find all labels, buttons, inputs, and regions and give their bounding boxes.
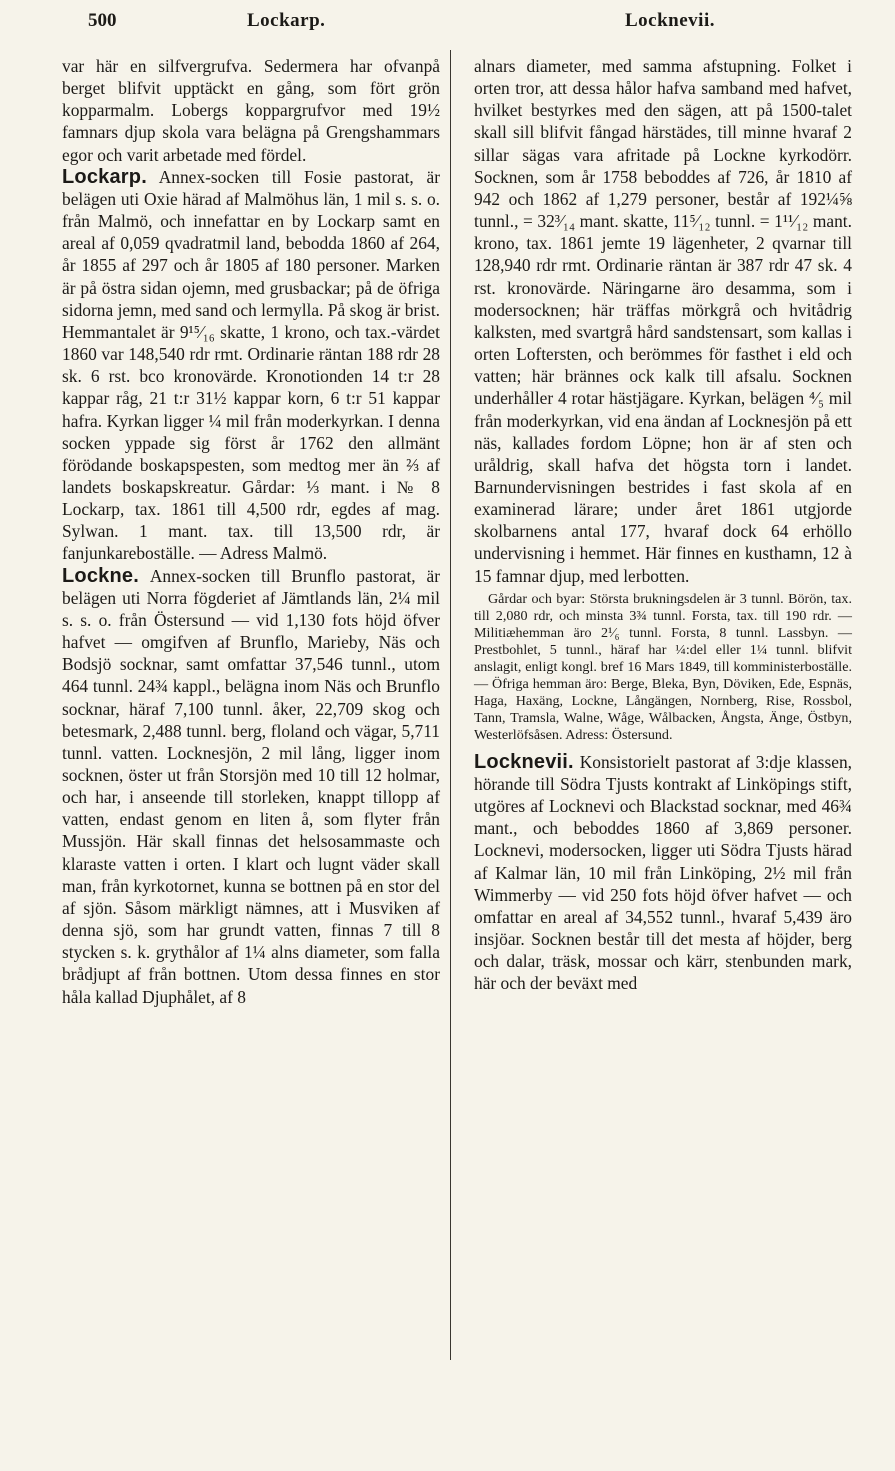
page-number: 500 [88,10,117,31]
lockarp-text: Annex-socken till Fosie pastorat, är belägen uti Oxie härad af Malmöhus län, 1 mil s. s. o. från Malmö, och innefattar en by Lockarp samt en areal af 0,059 qvadratmil land, bebodda 1860 af 264, år 1855 af 297 och år 1805 af 180 personer. Marken är på östra sidan ojemn, med grusbackar; på de öfriga sidorna jemn, med sand och lermylla. På skog är brist. Hemmantalet är 9¹⁵⁄₁₆ skatte, 1 krono, och tax.-värdet 1860 var 148,540 rdr rmt. Ordinarie räntan 188 rdr 28 sk. 6 rst. bco kronovärde. Kronotionden 14 t:r 28 kappar råg, 21 t:r 31½ kappar korn, 6 t:r 51 kappar hafra. Kyrkan ligger ¼ mil från moderkyrkan. I denna socken yppade sig först år 1762 den allmänt förödande boskapspesten, som medtog mer än ⅔ af landets boskapskreatur. Gårdar: ⅓ mant. i № 8 Lockarp, tax. 1861 till 4,500 rdr, egdes af mag. Sylwan. 1 mant. tax. till 13,500 rdr, är fanjunkareboställe. — Adress Malmö. [62,166,440,564]
lockne-continuation: alnars diameter, med samma afstupning. Folket i orten tror, att dessa hålor hafva samband med hafvet, hvilket bestyrkes med den sägen, att på 1500-talet skall sill blifvit fångad härstädes, till minne hvaraf 2 sillar sägas vara afritade på Lockne kyrkodörr. Socknen, som år 1758 beboddes af 726, år 1810 af 942 och 1862 af 1,279 personer, består af 192¼⅝ tunnl., = 32³⁄₁₄ mant. skatte, 11⁵⁄₁₂ tunnl. = 1¹¹⁄₁₂ mant. krono, tax. 1861 jemte 19 lägenheter, 2 qvarnar till 128,940 rdr rmt. Ordinarie räntan är 387 rdr 47 sk. 4 rst. kronovärde. Näringarne äro desamma, som i modersocknen; här träffas mörkgrå och hvitådrig kalksten, med svartgrå hård sandstensart, som kallas i orten Loftersten, och berömmes för fasthet i eld och vatten; här brännes ock kalk till afsalu. Socknen underhåller 4 rotar hästjägare. Kyrkan, belägen ⁴⁄₅ mil från moderkyrkan, vid ena ändan af Locknesjön på ett näs, kallades fordom Löpne; hon är af sten och uråldrig, skall hafva det högsta torn i landet. Barnundervisningen bestrides i fast skola af en examinerad lärare; under året 1861 utgjorde skolbarnens antal 177, hvaraf dock 64 erhöllo undervisning i hemmet. Här finnes en kusthamn, 12 à 15 famnar djup, med lerbotten. [474,56,852,586]
intro-paragraph: var här en silfvergrufva. Sedermera har ofvanpå berget blifvit upptäckt en gång, som fört grön kopparmalm. Lobergs koppargrufvor med 19½ famnars djup skola vara belägna på Grengshammars egor och varit arbetade med fördel. [62,56,440,165]
gardar-och-byar: Gårdar och byar: Största brukningsdelen är 3 tunnl. Börön, tax. till 2,080 rdr, och minsta 3¾ tunnl. Forsta, tax. till 190 rdr. — Militiæhemman äro 2¹⁄₆ tunnl. Forsta, 8 tunnl. Lassbyn. — Prestbohlet, 5 tunnl., häraf har ¼:del eller 1¼ tunnl. blifvit anslagit, enligt kongl. bref 16 Mars 1849, till komministerboställe. — Öfriga hemman äro: Berge, Bleka, Byn, Döviken, Ede, Espnäs, Haga, Haxäng, Lockne, Långängen, Nornberg, Rise, Rossbol, Tann, Tramsla, Walne, Wåge, Wålbacken, Ångsta, Änge, Östbyn, Westerlöfsåsen. Adress: Östersund. [474,590,852,743]
locknevi-entry [474,751,852,995]
right-column [474,55,852,994]
page-header [0,8,895,38]
lockne-headword: Locknе. [62,564,139,587]
lockne-entry [62,565,440,1008]
lockarp-entry [62,166,440,565]
right-running-title: Locknevii. [625,10,715,31]
lockne-text: Annex-socken till Brunflo pastorat, är belägen uti Norra fögderiet af Jämtlands län, 2¼ mil s. s. o. från Östersund — vid 1,130 fots höjd öfver hafvet — omgifven af Brunflo, Marieby, Näs och Bodsjö socknar, samt omfattar 37,546 tunnl., utom 464 tunnl. 24¾ kappl., belägna inom Näs och Brunflo socknar, häraf 7,100 tunnl. åker, 22,709 skog och betesmark, 2,488 tunnl. berg, floland och vägar, 5,711 tunnl. vatten. Locknesjön, 2 mil lång, ligger inom socknen, öster ut från Storsjön med 10 till 12 holmar, och har, i anseende till storleken, knappt tillopp af vatten, endast genom en liten å, som flyter från Mussjön. Här skall finnas det helsosammaste och klaraste vatten i orten. I klart och lugnt väder skall man, från kyrkotornet, kunna se bottnen på en stor del af sjön. Såsom märkligt nämnes, att i Musviken af denna sjö, som har grundt vatten, finnas 7 till 8 stycken s. k. grythålor af 1¼ alns diameter, som falla brådjupt af från bottnen. Utom dessa finnes en stor håla kallad Djuphålet, af 8 [62,565,441,1007]
column-divider [450,50,451,1360]
locknevi-text: Konsistorielt pastorat af 3:dje klassen, hörande till Södra Tjusts kontrakt af Linköpings stift, utgöres af Locknevi och Blackstad socknar, med 46¾ mant., och beboddes 1860 af 3,869 personer. Locknevi, modersocken, ligger uti Södra Tjusts härad af Kalmar län, 10 mil från Linköping, 2½ mil från Wimmerby — vid 250 fots höjd öfver hafvet — och omfattar en areal af 34,552 tunnl., hvaraf 5,439 äro insjöar. Socknen består till det mesta af höjder, berg och dalar, träsk, mossar och kärr, stenbunden mark, här och der beväxt med [474,751,852,994]
lockarp-headword: Lockarp. [62,165,147,188]
left-running-title: Lockarp. [247,10,326,31]
locknevi-headword: Locknevii. [474,750,574,773]
left-column [62,55,440,1008]
